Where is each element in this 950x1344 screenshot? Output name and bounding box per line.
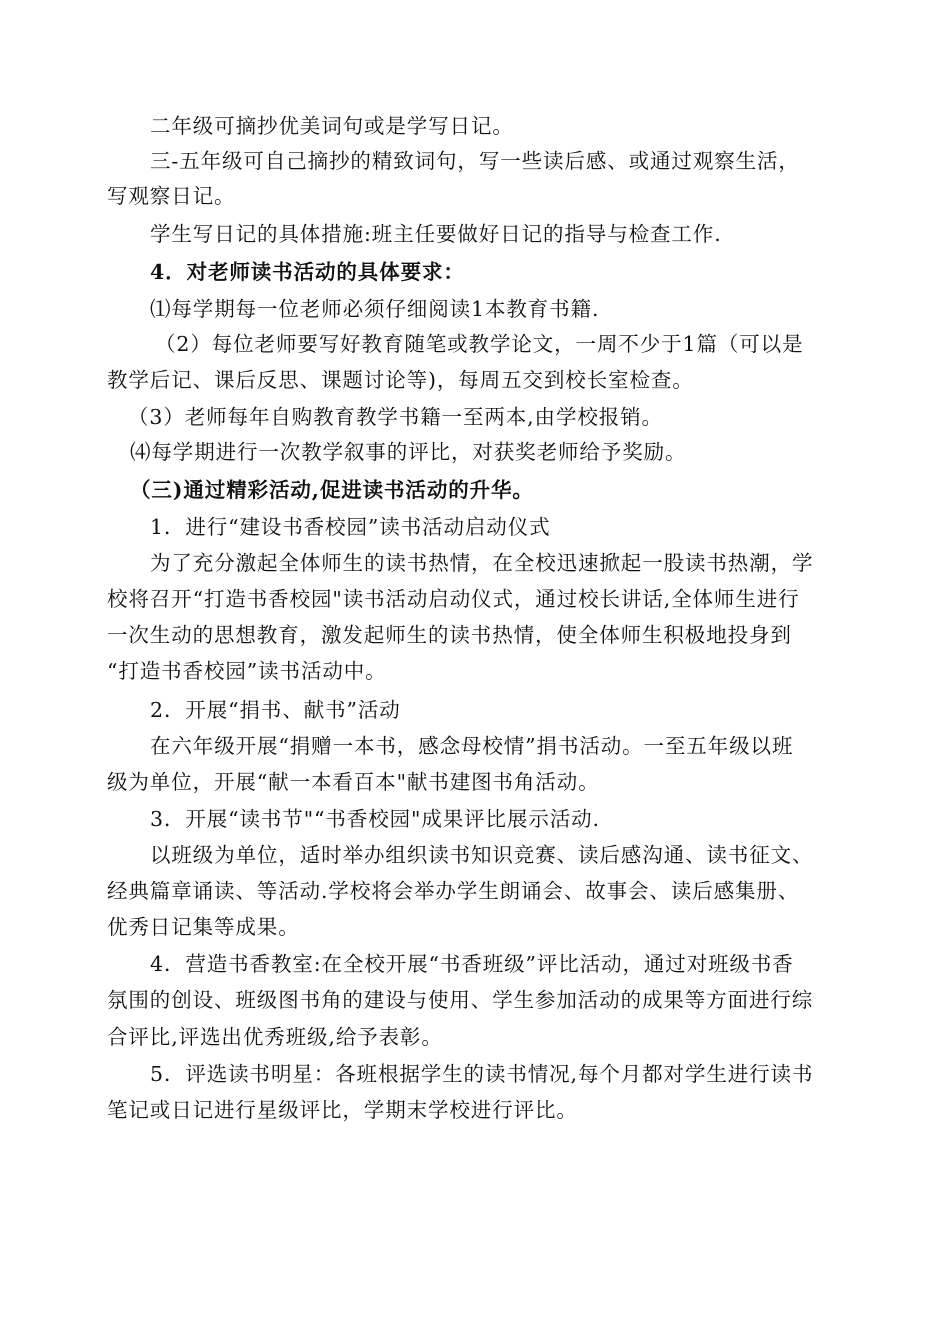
list-item: ⑴每学期每一位老师必须仔细阅读1本教育书籍. bbox=[150, 297, 600, 321]
paragraph-line: 5．评选读书明星：各班根据学生的读书情况,每个月都对学生进行读书 bbox=[150, 1062, 814, 1086]
paragraph-line: 教学后记、课后反思、课题讨论等)，每周五交到校长室检查。 bbox=[107, 368, 694, 392]
paragraph-line: 4．营造书香教室:在全校开展“书香班级”评比活动，通过对班级书香 bbox=[150, 952, 794, 976]
paragraph-line: 三-五年级可自己摘抄的精致词句，写一些读后感、或通过观察生活， bbox=[150, 149, 800, 173]
subheading: 2．开展“捐书、献书”活动 bbox=[150, 698, 401, 722]
paragraph-line: 笔记或日记进行星级评比，学期末学校进行评比。 bbox=[107, 1098, 578, 1122]
paragraph-line: 一次生动的思想教育，激发起师生的读书热情，使全体师生积极地投身到 bbox=[107, 623, 792, 647]
list-item: （3）老师每年自购教育教学书籍一至两本,由学校报销。 bbox=[128, 405, 663, 429]
paragraph-line: 经典篇章诵读、等活动.学校将会举办学生朗诵会、故事会、读后感集册、 bbox=[107, 879, 800, 903]
paragraph-line: 级为单位，开展“献一本看百本"献书建图书角活动。 bbox=[107, 770, 600, 794]
subheading: 3．开展“读书节"“书香校园"成果评比展示活动. bbox=[150, 807, 600, 831]
paragraph-line: “打造书香校园”读书活动中。 bbox=[107, 659, 387, 683]
paragraph-line: 氛围的创设、班级图书角的建设与使用、学生参加活动的成果等方面进行综 bbox=[107, 988, 814, 1012]
paragraph-line: 为了充分激起全体师生的读书热情，在全校迅速掀起一股读书热潮，学 bbox=[150, 551, 814, 575]
paragraph-line: 校将召开“打造书香校园"读书活动启动仪式，通过校长讲话,全体师生进行 bbox=[107, 587, 800, 611]
paragraph-line: 学生写日记的具体措施:班主任要做好日记的指导与检查工作. bbox=[150, 222, 722, 246]
paragraph-line: 在六年级开展“捐赠一本书，感念母校情”捐书活动。一至五年级以班 bbox=[150, 734, 794, 758]
paragraph-line: 二年级可摘抄优美词句或是学写日记。 bbox=[150, 114, 514, 138]
section-heading: （三)通过精彩活动,促进读书活动的升华。 bbox=[130, 478, 534, 502]
paragraph-line: 以班级为单位，适时举办组织读书知识竞赛、读后感沟通、读书征文、 bbox=[150, 843, 814, 867]
paragraph-line: 合评比,评选出优秀班级,给予表彰。 bbox=[107, 1025, 443, 1049]
section-heading: 4．对老师读书活动的具体要求： bbox=[150, 260, 465, 284]
list-item: ⑷每学期进行一次教学叙事的评比，对获奖老师给予奖励。 bbox=[130, 440, 687, 464]
list-item: （2）每位老师要写好教育随笔或教学论文，一周不少于1篇（可以是 bbox=[155, 332, 804, 356]
paragraph-line: 优秀日记集等成果。 bbox=[107, 915, 300, 939]
paragraph-line: 写观察日记。 bbox=[107, 184, 236, 208]
subheading: 1．进行“建设书香校园”读书活动启动仪式 bbox=[150, 515, 551, 539]
